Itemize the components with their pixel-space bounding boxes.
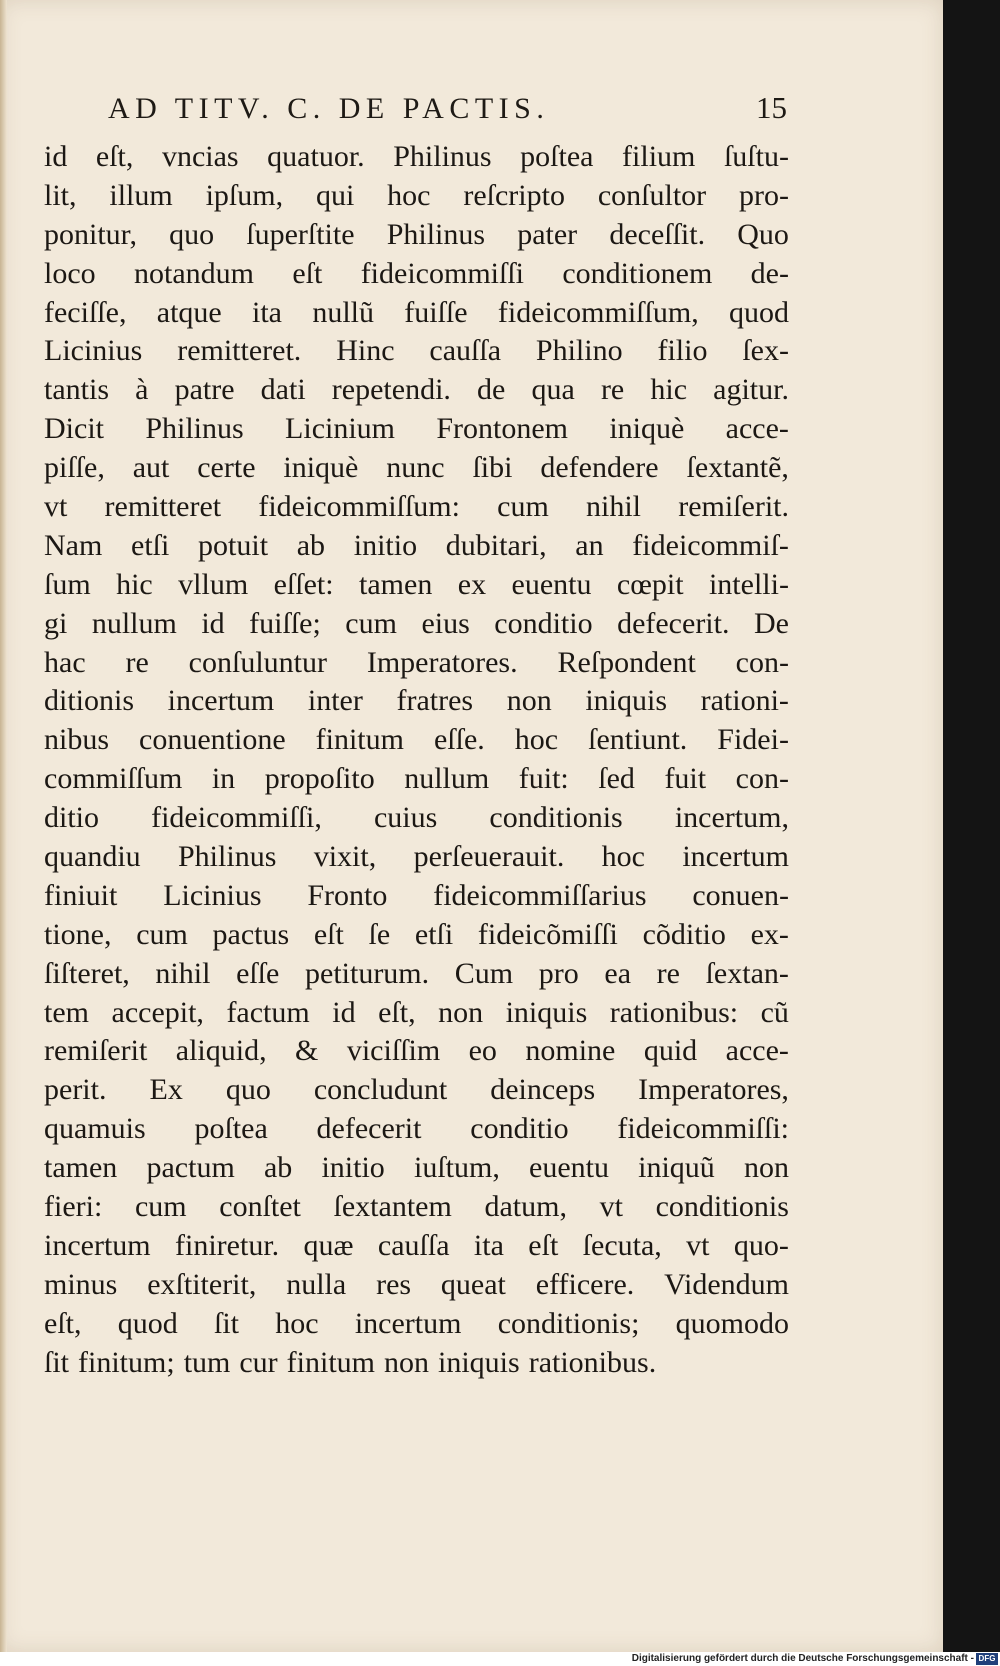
word: conſultor bbox=[597, 178, 707, 212]
word: ea bbox=[604, 956, 632, 990]
word: exſtiterit, bbox=[147, 1267, 257, 1301]
word: notandum bbox=[134, 256, 254, 290]
word: qua bbox=[531, 373, 575, 407]
word: Philinus bbox=[393, 140, 492, 173]
word: finitum bbox=[286, 1345, 376, 1379]
text-line bbox=[44, 332, 789, 371]
word: defecerit. bbox=[617, 606, 730, 640]
dfg-logo-icon: DFG bbox=[976, 1653, 998, 1665]
word: finiuit bbox=[44, 878, 118, 912]
word: non bbox=[438, 995, 484, 1029]
word: ſextantem bbox=[333, 1190, 452, 1224]
word: conuentione bbox=[139, 723, 286, 757]
word: tamen bbox=[44, 1151, 118, 1185]
digitization-credit: Digitalisierung gefördert durch die Deutsche Forschungsgemeinschaft - bbox=[631, 1653, 974, 1664]
word: vncias bbox=[161, 140, 239, 173]
word: quod bbox=[729, 295, 789, 329]
word: Imperatores. bbox=[366, 645, 518, 679]
word: finitum; bbox=[78, 1345, 175, 1379]
word: vixit, bbox=[313, 840, 377, 874]
word: Philinus bbox=[386, 217, 486, 251]
word: fuit: bbox=[518, 762, 569, 796]
word: factum bbox=[226, 995, 310, 1029]
word: tum bbox=[183, 1345, 231, 1379]
word: filio bbox=[657, 334, 708, 368]
word: filium bbox=[622, 140, 696, 173]
text-line bbox=[44, 1188, 789, 1227]
word: ditio bbox=[44, 801, 100, 835]
word: ſe bbox=[368, 917, 391, 951]
text-line bbox=[44, 1305, 789, 1344]
word: perit. bbox=[44, 1073, 107, 1107]
word: eo bbox=[468, 1034, 497, 1068]
digitization-footer bbox=[0, 1652, 1000, 1666]
word: fideicommiſſum: bbox=[258, 490, 460, 524]
word: rationi- bbox=[700, 684, 789, 718]
word: eſſet: bbox=[273, 567, 334, 601]
word: Licinium bbox=[285, 412, 396, 446]
word: fideicõmiſſi bbox=[477, 917, 618, 951]
word: & bbox=[295, 1034, 319, 1068]
text-line bbox=[44, 294, 789, 333]
word: iniquis bbox=[585, 684, 667, 718]
word: eſt, bbox=[378, 995, 416, 1029]
word: ſibi bbox=[472, 451, 513, 485]
word: accepit, bbox=[111, 995, 204, 1029]
word: gi bbox=[44, 606, 68, 640]
text-line bbox=[44, 138, 789, 177]
word: cõditio bbox=[642, 917, 726, 951]
word: De bbox=[753, 606, 789, 640]
word: conditio bbox=[494, 606, 593, 640]
word: quo- bbox=[733, 1228, 789, 1262]
word: cur bbox=[239, 1345, 278, 1379]
word: ſed bbox=[598, 762, 635, 796]
word: fideicommiſſi, bbox=[151, 801, 322, 835]
word: vt bbox=[686, 1228, 710, 1262]
word: res bbox=[376, 1267, 412, 1301]
word: patre bbox=[174, 373, 235, 407]
word: conſuluntur bbox=[188, 645, 327, 679]
text-line bbox=[44, 216, 789, 255]
word: ſit bbox=[214, 1306, 240, 1340]
word: quatuor. bbox=[267, 140, 365, 173]
text-line bbox=[44, 1266, 789, 1305]
word: conditionem bbox=[562, 256, 713, 290]
word: piſſe, bbox=[44, 451, 105, 485]
word: ſex- bbox=[742, 334, 789, 368]
word: poſtea bbox=[194, 1112, 268, 1146]
word: commiſſum bbox=[44, 762, 183, 796]
text-line bbox=[44, 177, 789, 216]
word: id bbox=[44, 140, 68, 173]
word: reſcripto bbox=[463, 178, 565, 212]
word: non bbox=[384, 1345, 430, 1379]
word: conditionis bbox=[489, 801, 623, 835]
word: conditionis bbox=[655, 1190, 789, 1224]
word: inter bbox=[307, 684, 363, 718]
word: etſi bbox=[131, 528, 170, 562]
word: eſt, bbox=[95, 140, 134, 173]
word: ſiſteret, bbox=[44, 956, 130, 990]
word: ita bbox=[473, 1228, 504, 1262]
word: fideicommiſſi: bbox=[617, 1112, 789, 1146]
word: fuiſſe; bbox=[249, 606, 321, 640]
word: perſeuerauit. bbox=[413, 840, 565, 874]
word: pactus bbox=[212, 917, 290, 951]
word: nullum bbox=[91, 606, 177, 640]
word: ſentiunt. bbox=[588, 723, 688, 757]
word: tantis bbox=[44, 373, 109, 407]
word: iniquis bbox=[438, 1345, 520, 1379]
word: tione, bbox=[44, 917, 112, 951]
word: fideicommiſſum, bbox=[497, 295, 699, 329]
word: poſtea bbox=[520, 140, 594, 173]
word: quo bbox=[169, 217, 215, 251]
word: eſſe bbox=[236, 956, 280, 990]
word: pater bbox=[517, 217, 578, 251]
word: feciſſe, bbox=[44, 295, 127, 329]
word: Dicit bbox=[44, 412, 104, 446]
word: Philinus bbox=[145, 412, 244, 446]
word: concludunt bbox=[313, 1073, 448, 1107]
word: quandiu bbox=[44, 840, 141, 874]
word: à bbox=[135, 373, 149, 407]
running-title: AD TITV. C. DE PACTIS. bbox=[108, 92, 550, 125]
word: cũ bbox=[760, 995, 789, 1029]
word: in bbox=[211, 762, 236, 796]
word: certe bbox=[197, 451, 256, 485]
word: incertum bbox=[167, 684, 275, 718]
word: Philinus bbox=[178, 840, 277, 874]
word: fuit bbox=[664, 762, 707, 796]
text-line bbox=[44, 527, 789, 566]
word: hoc bbox=[387, 178, 431, 212]
word: queat bbox=[440, 1267, 506, 1301]
word: petiturum. bbox=[305, 956, 430, 990]
word: hac bbox=[44, 645, 86, 679]
word: intelli- bbox=[708, 567, 789, 601]
word: non bbox=[743, 1151, 789, 1185]
word: nulla bbox=[286, 1267, 347, 1301]
word: nullum bbox=[404, 762, 490, 796]
word: Licinius bbox=[44, 334, 143, 368]
word: ab bbox=[263, 1151, 293, 1185]
running-head bbox=[0, 88, 943, 132]
word: repetendi. bbox=[331, 373, 451, 407]
word: remiſerit bbox=[44, 1034, 148, 1068]
word: lit, bbox=[44, 178, 77, 212]
word: an bbox=[575, 528, 604, 562]
word: fideicommiſ- bbox=[632, 528, 789, 562]
text-line bbox=[44, 1344, 789, 1383]
word: pro bbox=[538, 956, 579, 990]
word: iniquis bbox=[505, 995, 588, 1029]
word: cœpit bbox=[616, 567, 684, 601]
text-line bbox=[44, 1032, 789, 1071]
word: Videndum bbox=[664, 1267, 789, 1301]
page-number: 15 bbox=[756, 90, 787, 125]
word: ſextan- bbox=[705, 956, 789, 990]
text-line bbox=[44, 955, 789, 994]
word: cum bbox=[134, 1190, 187, 1224]
word: agitur. bbox=[713, 373, 789, 407]
word: pro- bbox=[739, 178, 789, 212]
word: dubitari, bbox=[445, 528, 547, 562]
word: nunc bbox=[386, 451, 445, 485]
word: hoc bbox=[514, 723, 559, 757]
word: conuen- bbox=[692, 878, 789, 912]
word: nihil bbox=[155, 956, 211, 990]
word: hic bbox=[650, 373, 688, 407]
word: incertum bbox=[682, 840, 789, 874]
word: tamen bbox=[359, 567, 433, 601]
word: ſecuta, bbox=[582, 1228, 662, 1262]
text-line bbox=[44, 605, 789, 644]
word: viciſſim bbox=[346, 1034, 441, 1068]
word: ab bbox=[296, 528, 326, 562]
word: remitteret bbox=[104, 490, 222, 524]
word: loco bbox=[44, 256, 96, 290]
word: conditionis; bbox=[497, 1306, 640, 1340]
word: Cum bbox=[454, 956, 514, 990]
word: hoc bbox=[601, 840, 645, 874]
word: nibus bbox=[44, 723, 110, 757]
word: id bbox=[332, 995, 356, 1029]
word: conditio bbox=[470, 1112, 569, 1146]
word: qui bbox=[315, 178, 355, 212]
word: euentu bbox=[511, 567, 592, 601]
word: quomodo bbox=[675, 1306, 789, 1340]
word: defendere bbox=[540, 451, 659, 485]
word: iuſtum, bbox=[413, 1151, 500, 1185]
word: quamuis bbox=[44, 1112, 146, 1146]
word: cum bbox=[136, 917, 188, 951]
word: conſtet bbox=[219, 1190, 301, 1224]
text-line bbox=[44, 1110, 789, 1149]
text-line bbox=[44, 760, 789, 799]
word: cauſſa bbox=[377, 1228, 450, 1262]
text-line bbox=[44, 721, 789, 760]
word: aliquid, bbox=[175, 1034, 267, 1068]
text-line bbox=[44, 566, 789, 605]
word: vllum bbox=[178, 567, 249, 601]
word: euentu bbox=[529, 1151, 609, 1185]
word: re bbox=[125, 645, 149, 679]
word: finitum bbox=[315, 723, 404, 757]
word: ditionis bbox=[44, 684, 135, 718]
word: rationibus: bbox=[609, 995, 739, 1029]
word: initio bbox=[353, 528, 418, 562]
word: incertum bbox=[44, 1228, 151, 1262]
word: aut bbox=[132, 451, 170, 485]
word: vt bbox=[44, 490, 68, 524]
word: defecerit bbox=[316, 1112, 422, 1146]
word: ex bbox=[457, 567, 487, 601]
word: Licinius bbox=[163, 878, 262, 912]
word: non bbox=[506, 684, 552, 718]
word: con- bbox=[735, 762, 789, 796]
word: eſt bbox=[313, 917, 344, 951]
word: acce- bbox=[725, 1034, 789, 1068]
word: nihil bbox=[586, 490, 642, 524]
text-line bbox=[44, 838, 789, 877]
page-spine-edge bbox=[0, 0, 7, 1652]
word: iniquũ bbox=[638, 1151, 715, 1185]
word: vt bbox=[599, 1190, 623, 1224]
word: atque bbox=[156, 295, 222, 329]
word: Philino bbox=[535, 334, 623, 368]
text-line bbox=[44, 994, 789, 1033]
word: eſſe. bbox=[433, 723, 485, 757]
word: remitteret. bbox=[177, 334, 302, 368]
word: Frontonem bbox=[436, 412, 569, 446]
word: ita bbox=[252, 295, 283, 329]
word: re bbox=[600, 373, 625, 407]
word: nullũ bbox=[312, 295, 374, 329]
word: ſuperſtite bbox=[246, 217, 355, 251]
word: Imperatores, bbox=[638, 1073, 789, 1107]
word: datum, bbox=[484, 1190, 567, 1224]
word: remiſerit. bbox=[678, 490, 789, 524]
text-line bbox=[44, 488, 789, 527]
word: Hinc bbox=[336, 334, 395, 368]
text-line bbox=[44, 877, 789, 916]
word: deceſſit. bbox=[609, 217, 706, 251]
word: propoſito bbox=[264, 762, 375, 796]
word: ponitur, bbox=[44, 217, 137, 251]
word: tem bbox=[44, 995, 89, 1029]
word: finiretur. bbox=[175, 1228, 280, 1262]
text-line bbox=[44, 255, 789, 294]
text-line bbox=[44, 682, 789, 721]
word: Nam bbox=[44, 528, 103, 562]
word: cauſſa bbox=[429, 334, 502, 368]
word: minus bbox=[44, 1267, 118, 1301]
body-text bbox=[44, 138, 789, 1383]
word: eius bbox=[421, 606, 470, 640]
word: cum bbox=[497, 490, 549, 524]
text-line bbox=[44, 1071, 789, 1110]
word: quo bbox=[225, 1073, 271, 1107]
word: eſt, bbox=[44, 1306, 82, 1340]
text-line bbox=[44, 371, 789, 410]
word: incertum bbox=[354, 1306, 462, 1340]
word: ſuſtu- bbox=[723, 140, 789, 173]
word: quæ bbox=[303, 1228, 354, 1262]
text-line bbox=[44, 1149, 789, 1188]
word: cum bbox=[345, 606, 397, 640]
word: pactum bbox=[146, 1151, 235, 1185]
word: fideicommiſſi bbox=[360, 256, 524, 290]
text-line bbox=[44, 644, 789, 683]
word: ſum bbox=[44, 567, 91, 601]
word: quod bbox=[117, 1306, 178, 1340]
text-line bbox=[44, 449, 789, 488]
word: Fronto bbox=[307, 878, 388, 912]
word: re bbox=[656, 956, 680, 990]
text-line bbox=[44, 799, 789, 838]
word: dati bbox=[260, 373, 306, 407]
word: ex- bbox=[750, 917, 789, 951]
word: rationibus. bbox=[528, 1345, 657, 1379]
word: fieri: bbox=[44, 1190, 103, 1224]
word: iniquè bbox=[283, 451, 359, 485]
word: hic bbox=[116, 567, 153, 601]
word: Ex bbox=[149, 1073, 183, 1107]
text-line bbox=[44, 916, 789, 955]
word: efficere. bbox=[535, 1267, 635, 1301]
word: fideicommiſſarius bbox=[433, 878, 647, 912]
word: hoc bbox=[275, 1306, 319, 1340]
word: ſit bbox=[44, 1345, 70, 1379]
word: id bbox=[201, 606, 225, 640]
word: con- bbox=[735, 645, 789, 679]
word: de bbox=[477, 373, 506, 407]
word: illum bbox=[109, 178, 173, 212]
word: eſt bbox=[528, 1228, 559, 1262]
word: deinceps bbox=[490, 1073, 596, 1107]
word: de- bbox=[750, 256, 789, 290]
word: fratres bbox=[396, 684, 474, 718]
word: ipſum, bbox=[205, 178, 284, 212]
word: eſt bbox=[292, 256, 323, 290]
word: iniquè bbox=[609, 412, 685, 446]
word: ſextantẽ, bbox=[686, 451, 789, 485]
word: fuiſſe bbox=[404, 295, 468, 329]
word: quid bbox=[643, 1034, 698, 1068]
word: Quo bbox=[737, 217, 789, 251]
text-line bbox=[44, 1227, 789, 1266]
word: etſi bbox=[414, 917, 454, 951]
word: initio bbox=[321, 1151, 385, 1185]
word: Reſpondent bbox=[557, 645, 696, 679]
text-line bbox=[44, 410, 789, 449]
word: incertum, bbox=[674, 801, 789, 835]
word: Fidei- bbox=[717, 723, 789, 757]
word: acce- bbox=[725, 412, 789, 446]
word: nomine bbox=[525, 1034, 616, 1068]
word: potuit bbox=[198, 528, 269, 562]
word: cuius bbox=[373, 801, 438, 835]
